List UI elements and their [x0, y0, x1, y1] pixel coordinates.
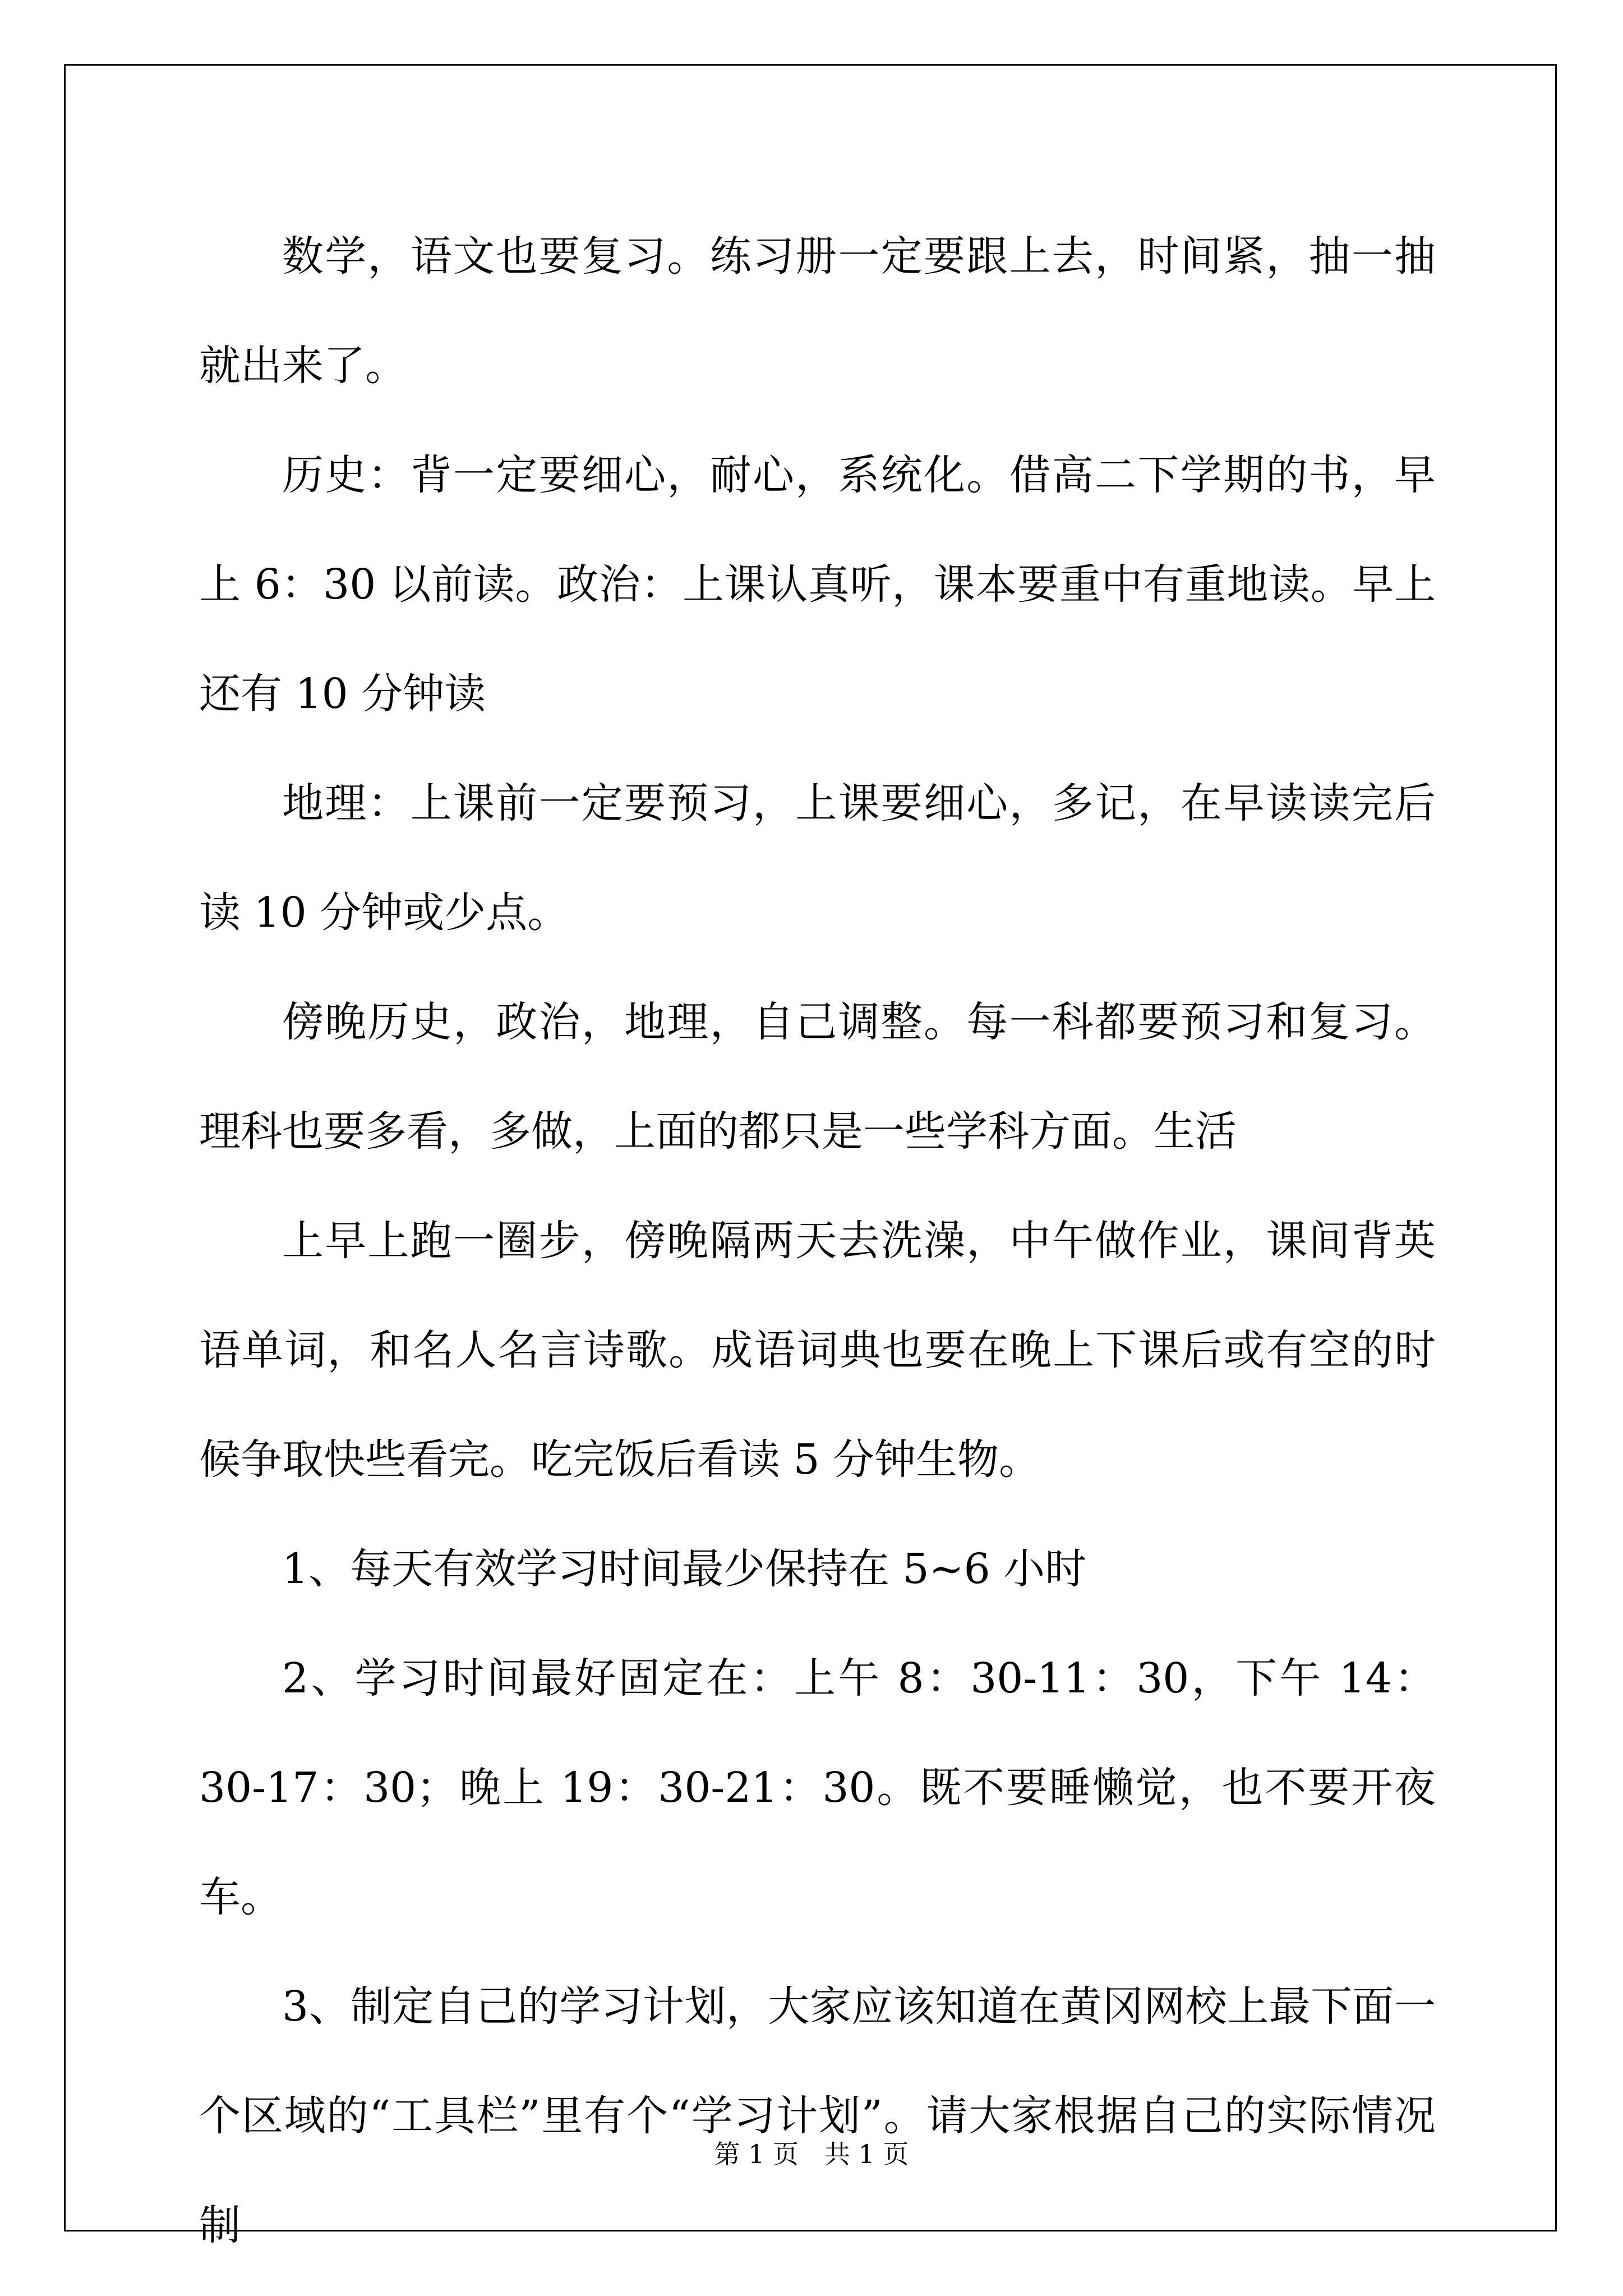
document-body	[199, 202, 1436, 2280]
paragraph: 3、制定自己的学习计划，大家应该知道在黄冈网校上最下面一个区域的“工具栏”里有个“学习计划”。请大家根据自己的实际情况制	[199, 1982, 1436, 2249]
paragraph: 数学，语文也要复习。练习册一定要跟上去，时间紧，抽一抽就出来了。	[199, 232, 1436, 390]
paragraph: 傍晚历史，政治，地理，自己调整。每一科都要预习和复习。理科也要多看，多做，上面的都只是一些学科方面。生活	[199, 998, 1436, 1156]
paragraph: 上早上跑一圈步，傍晚隔两天去洗澡，中午做作业，课间背英语单词，和名人名言诗歌。成语词典也要在晚上下课后或有空的时候争取快些看完。吃完饭后看读 5 分钟生物。	[199, 1217, 1436, 1484]
paragraph: 地理：上课前一定要预习，上课要细心，多记，在早读读完后读 10 分钟或少点。	[199, 779, 1436, 937]
paragraph: 历史：背一定要细心，耐心，系统化。借高二下学期的书，早上 6：30 以前读。政治：上课认真听，课本要重中有重地读。早上还有 10 分钟读	[199, 451, 1436, 718]
page-footer: 第 1 页 共 1 页	[714, 2139, 909, 2169]
paragraph: 1、每天有效学习时间最少保持在 5~6 小时	[282, 1545, 1087, 1593]
paragraph: 2、学习时间最好固定在：上午 8：30-11：30，下午 14：30-17：30；晚上 19：30-21：30。既不要睡懒觉，也不要开夜车。	[199, 1654, 1436, 1921]
